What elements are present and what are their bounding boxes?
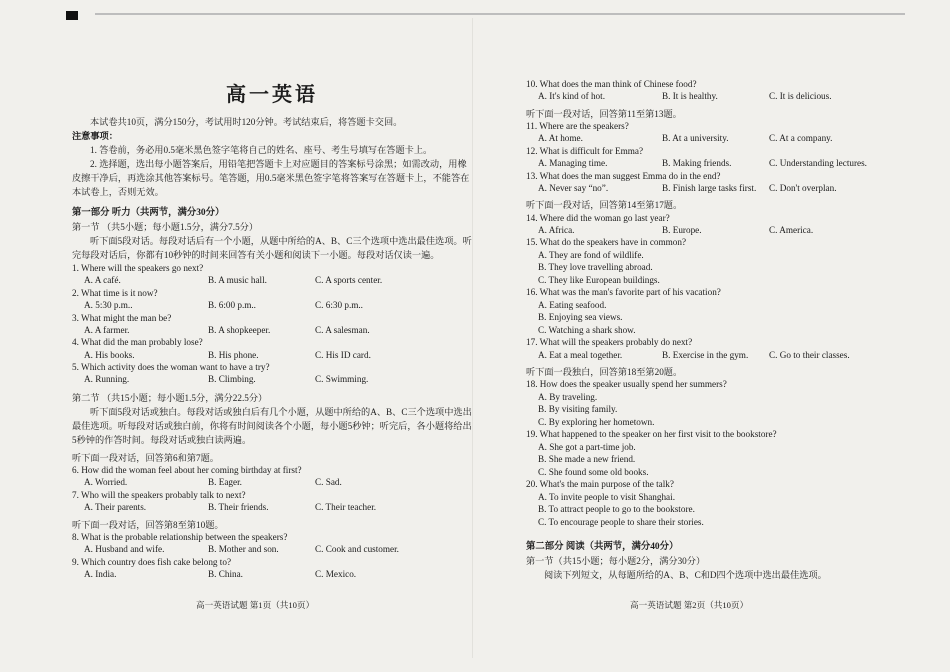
question-stem: 9. Which country does fish cake belong to? (72, 556, 232, 567)
option-c: C. Go to their classes. (769, 349, 850, 360)
exam-title: 高一英语 (226, 84, 318, 106)
exam-page-right (526, 78, 926, 582)
option-c: C. Cook and customer. (315, 544, 399, 555)
question-17 (526, 336, 926, 361)
option-a: A. Africa. (538, 224, 575, 235)
option-c: C. Sad. (315, 477, 342, 488)
option-b: B. Finish large tasks first. (662, 182, 757, 193)
option-a: A. His books. (84, 349, 135, 360)
option-a: A. A farmer. (84, 324, 130, 335)
option-b: B. They love travelling abroad. (538, 262, 653, 273)
instructions-item-2: 2. 选择题，选出每小题答案后，用铅笔把答题卡上对应题目的答案标号涂黑；如需改动，用橡皮擦干净后，再选涂其他答案标号。笔答题，用0.5毫米黑色签字笔将答案写在答题卡上，不能答在本试卷上，否则无效。 (72, 159, 470, 197)
group-instruction-11-13: 听下面一段对话，回答第11至第13题。 (526, 108, 682, 119)
scan-corner-mark (66, 11, 78, 20)
question-stem: 2. What time is it now? (72, 287, 158, 298)
part2-section1-heading: 第一节（共15小题；每小题2分，满分30分） (526, 556, 706, 567)
top-rule (95, 13, 905, 15)
question-18 (526, 378, 926, 428)
question-6 (72, 464, 472, 489)
part1-section2-directions: 听下面5段对话或独白。每段对话或独白后有几个小题，从题中所给的A、B、C三个选项中选出最佳选项。听每段对话或独白前，你将有时间阅读各个小题，每小题5秒钟；听完后，各小题将给出5秒钟的作答时间。每段对话或独白读两遍。 (72, 406, 472, 445)
instructions-heading: 注意事项： (72, 131, 118, 141)
question-11 (526, 120, 926, 145)
option-c: C. Watching a shark show. (538, 324, 636, 335)
question-14 (526, 212, 926, 237)
question-12 (526, 145, 926, 170)
question-stem: 6. How did the woman feel about her coming birthday at first? (72, 465, 302, 476)
part1-section2-heading: 第二节 （共15小题；每小题1.5分，满分22.5分） (72, 392, 268, 403)
exam-page-left (72, 60, 472, 581)
part1-section1-directions: 听下面5段对话。每段对话后有一个小题，从题中所给的A、B、C三个选项中选出最佳选项。听完每段对话后，你都有10秒钟的时间来回答有关小题和阅读下一小题。每段对话仅读一遍。 (72, 236, 472, 260)
question-stem: 10. What does the man think of Chinese food? (526, 79, 697, 89)
option-a: A. 5:30 p.m.. (84, 300, 133, 310)
instructions-item-1: 1. 答卷前，务必用0.5毫米黑色签字笔将自己的姓名、座号、考生号填写在答题卡上。 (90, 145, 433, 155)
group-instruction-18-20: 听下面一段独白，回答第18至第20题。 (526, 367, 683, 378)
question-stem: 14. Where did the woman go last year? (526, 212, 670, 223)
question-9 (72, 556, 472, 581)
question-15 (526, 236, 926, 286)
option-b: B. Eager. (208, 477, 242, 488)
option-b: B. A shopkeeper. (208, 324, 271, 335)
question-3 (72, 312, 472, 337)
option-b: B. A music hall. (208, 275, 267, 286)
option-b: B. By visiting family. (538, 404, 618, 415)
option-b: B. Exercise in the gym. (662, 349, 749, 360)
part2-directions: 阅读下列短文，从每题所给的A、B、C和D四个选项中选出最佳选项。 (544, 570, 827, 581)
question-7 (72, 489, 472, 514)
option-c: C. Understanding lectures. (769, 158, 867, 168)
question-20 (526, 478, 926, 528)
part2-heading: 第二部分 阅读（共两节，满分40分） (526, 542, 679, 553)
question-stem: 15. What do the speakers have in common? (526, 237, 687, 248)
question-19 (526, 428, 926, 478)
option-b: B. Climbing. (208, 374, 256, 385)
page-footer-right: 高一英语试题 第2页（共10页） (630, 600, 749, 610)
option-a: A. They are fond of wildlife. (538, 249, 644, 260)
question-stem: 8. What is the probable relationship between the speakers? (72, 531, 288, 542)
page-fold-line (472, 18, 473, 658)
part1-heading: 第一部分 听力（共两节，满分30分） (72, 208, 225, 218)
option-a: A. Eat a meal together. (538, 349, 623, 360)
question-16 (526, 286, 926, 336)
option-c: C. Mexico. (315, 568, 357, 579)
option-a: A. Husband and wife. (84, 544, 165, 555)
group-instruction-14-17: 听下面一段对话，回答第14至第17题。 (526, 200, 683, 211)
option-b: B. China. (208, 568, 243, 579)
question-stem: 17. What will the speakers probably do next? (526, 337, 693, 348)
question-8 (72, 531, 472, 556)
option-c: C. It is delicious. (769, 91, 832, 102)
option-a: A. By traveling. (538, 391, 598, 402)
part1-section1-heading: 第一节 （共5小题；每小题1.5分，满分7.5分） (72, 222, 259, 232)
option-a: A. Never say “no”. (538, 182, 609, 193)
option-c: C. His ID card. (315, 349, 371, 360)
option-a: A. At home. (538, 133, 583, 144)
question-4 (72, 336, 472, 361)
option-a: A. Their parents. (84, 502, 147, 513)
question-10 (526, 78, 926, 103)
question-5 (72, 361, 472, 386)
option-a: A. She got a part-time job. (538, 441, 636, 452)
question-stem: 11. Where are the speakers? (526, 121, 629, 131)
question-stem: 4. What did the man probably lose? (72, 337, 203, 348)
option-b: B. She made a new friend. (538, 454, 636, 465)
option-a: A. To invite people to visit Shanghai. (538, 491, 675, 502)
option-b: B. Enjoying sea views. (538, 312, 623, 323)
option-c: C. At a company. (769, 133, 833, 144)
option-c: C. By exploring her hometown. (538, 416, 655, 427)
option-c: C. They like European buildings. (538, 274, 660, 285)
question-stem: 16. What was the man's favorite part of his vacation? (526, 287, 721, 298)
option-a: A. Worried. (84, 477, 128, 488)
option-c: C. To encourage people to share their stories. (538, 516, 704, 527)
option-c: C. Their teacher. (315, 502, 377, 513)
question-stem: 12. What is difficult for Emma? (526, 145, 644, 156)
question-stem: 19. What happened to the speaker on her first visit to the bookstore? (526, 429, 777, 440)
option-b: B. His phone. (208, 349, 259, 360)
option-a: A. India. (84, 568, 117, 579)
option-b: B. Europe. (662, 224, 702, 235)
option-c: C. Swimming. (315, 374, 369, 385)
group-instruction-8-10: 听下面一段对话，回答第8至第10题。 (72, 519, 224, 530)
option-b: B. 6:00 p.m.. (208, 300, 256, 310)
question-13 (526, 170, 926, 195)
question-1 (72, 262, 472, 287)
option-b: B. It is healthy. (662, 91, 718, 102)
option-c: C. Don't overplan. (769, 182, 837, 193)
question-stem: 1. Where will the speakers go next? (72, 263, 204, 273)
option-a: A. Managing time. (538, 158, 608, 168)
option-c: C. She found some old books. (538, 466, 649, 477)
question-stem: 20. What's the main purpose of the talk? (526, 479, 674, 490)
option-a: A. It's kind of hot. (538, 91, 605, 102)
question-stem: 13. What does the man suggest Emma do in the end? (526, 170, 721, 181)
page-footer-left: 高一英语试题 第1页（共10页） (196, 600, 315, 610)
option-a: A. A café. (84, 275, 121, 286)
option-a: A. Eating seafood. (538, 299, 607, 310)
option-a: A. Running. (84, 374, 130, 385)
option-b: B. At a university. (662, 133, 729, 144)
question-stem: 18. How does the speaker usually spend her summers? (526, 379, 727, 390)
option-b: B. Mother and son. (208, 544, 279, 555)
question-stem: 3. What might the man be? (72, 312, 172, 323)
option-b: B. Their friends. (208, 502, 269, 513)
question-stem: 5. Which activity does the woman want to have a try? (72, 362, 270, 373)
option-b: B. Making friends. (662, 158, 732, 168)
option-c: C. A sports center. (315, 275, 383, 286)
option-c: C. 6:30 p.m.. (315, 300, 363, 310)
option-c: C. A salesman. (315, 324, 370, 335)
option-c: C. America. (769, 224, 814, 235)
question-2 (72, 287, 472, 312)
option-b: B. To attract people to go to the bookstore. (538, 504, 695, 515)
instructions-intro: 本试卷共10页，满分150分，考试用时120分钟。考试结束后，将答题卡交回。 (90, 117, 403, 127)
question-stem: 7. Who will the speakers probably talk to next? (72, 489, 246, 500)
group-instruction-6-7: 听下面一段对话，回答第6和第7题。 (72, 452, 219, 463)
